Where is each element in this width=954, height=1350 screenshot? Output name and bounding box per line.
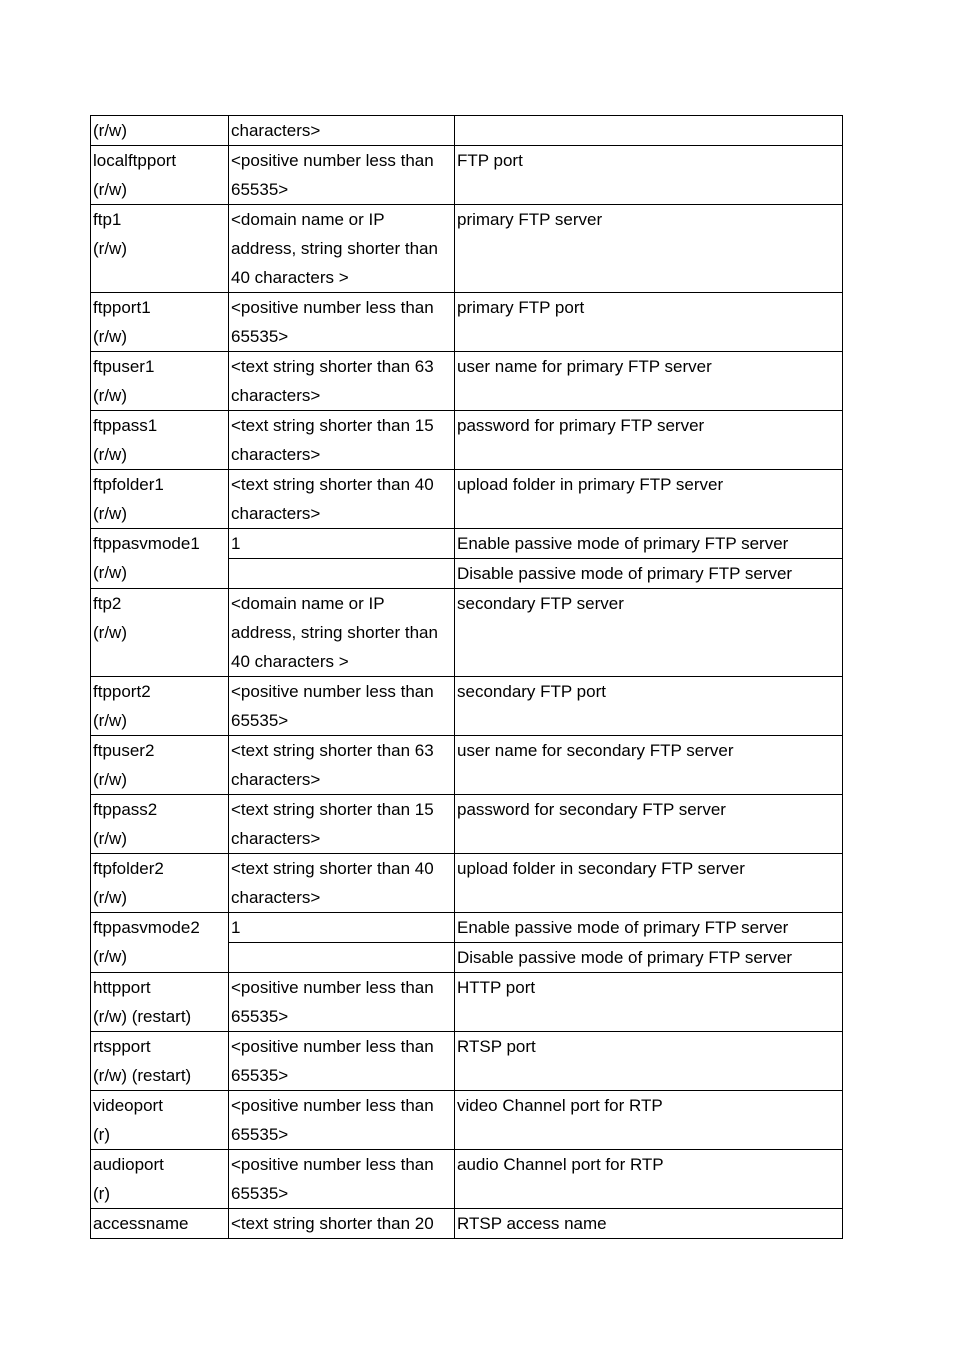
param-name-cell: httpport (r/w) (restart) — [91, 973, 229, 1032]
table-row — [91, 352, 843, 411]
param-description-cell: secondary FTP port — [455, 677, 843, 736]
param-name-cell: ftppasvmode2 (r/w) — [91, 913, 229, 973]
param-value-cell: <text string shorter than 20 — [229, 1209, 455, 1239]
param-name-cell: ftppasvmode1 (r/w) — [91, 529, 229, 589]
table-row — [91, 795, 843, 854]
param-description-cell: upload folder in secondary FTP server — [455, 854, 843, 913]
param-description-cell: RTSP port — [455, 1032, 843, 1091]
param-name-cell: ftpfolder1 (r/w) — [91, 470, 229, 529]
param-description-cell: primary FTP port — [455, 293, 843, 352]
param-value-cell: <text string shorter than 40 characters> — [229, 854, 455, 913]
param-value-cell: characters> — [229, 116, 455, 146]
param-value-cell — [229, 943, 455, 973]
table-row — [91, 973, 843, 1032]
param-description-cell: upload folder in primary FTP server — [455, 470, 843, 529]
param-name-cell: ftpuser1 (r/w) — [91, 352, 229, 411]
param-description-cell: primary FTP server — [455, 205, 843, 293]
param-value-cell: <text string shorter than 63 characters> — [229, 736, 455, 795]
param-description-cell: audio Channel port for RTP — [455, 1150, 843, 1209]
table-row — [91, 1150, 843, 1209]
param-description-cell: user name for primary FTP server — [455, 352, 843, 411]
param-name-cell: ftpport2 (r/w) — [91, 677, 229, 736]
param-name-cell: accessname — [91, 1209, 229, 1239]
param-value-cell: <domain name or IP address, string shorter than 40 characters > — [229, 589, 455, 677]
table-row — [91, 411, 843, 470]
param-name-cell: ftp2 (r/w) — [91, 589, 229, 677]
param-name-cell: ftppass2 (r/w) — [91, 795, 229, 854]
param-value-cell — [229, 559, 455, 589]
param-value-cell: <positive number less than 65535> — [229, 1032, 455, 1091]
param-description-cell: FTP port — [455, 146, 843, 205]
param-value-cell: <positive number less than 65535> — [229, 677, 455, 736]
param-description-cell: password for secondary FTP server — [455, 795, 843, 854]
param-description-cell: Disable passive mode of primary FTP server — [455, 943, 843, 973]
table-row — [91, 736, 843, 795]
parameter-table — [90, 115, 843, 1239]
table-row — [91, 1091, 843, 1150]
table-row — [91, 205, 843, 293]
param-value-cell: <positive number less than 65535> — [229, 973, 455, 1032]
param-description-cell: password for primary FTP server — [455, 411, 843, 470]
param-description-cell: secondary FTP server — [455, 589, 843, 677]
param-name-cell: ftp1 (r/w) — [91, 205, 229, 293]
param-name-cell: audioport (r) — [91, 1150, 229, 1209]
param-value-cell: <text string shorter than 40 characters> — [229, 470, 455, 529]
table-row — [91, 470, 843, 529]
param-value-cell: <text string shorter than 15 characters> — [229, 795, 455, 854]
param-value-cell: 1 — [229, 913, 455, 943]
param-value-cell: <text string shorter than 15 characters> — [229, 411, 455, 470]
param-name-cell: localftpport (r/w) — [91, 146, 229, 205]
param-value-cell: <positive number less than 65535> — [229, 293, 455, 352]
param-value-cell: <positive number less than 65535> — [229, 1091, 455, 1150]
table-row — [91, 589, 843, 677]
param-value-cell: <text string shorter than 63 characters> — [229, 352, 455, 411]
param-name-cell: ftppass1 (r/w) — [91, 411, 229, 470]
param-name-cell: ftpfolder2 (r/w) — [91, 854, 229, 913]
param-value-cell: <positive number less than 65535> — [229, 1150, 455, 1209]
param-description-cell: RTSP access name — [455, 1209, 843, 1239]
param-name-cell: rtspport (r/w) (restart) — [91, 1032, 229, 1091]
table-row — [91, 1209, 843, 1239]
param-value-cell: 1 — [229, 529, 455, 559]
param-description-cell: Enable passive mode of primary FTP server — [455, 913, 843, 943]
table-row — [91, 293, 843, 352]
table-row — [91, 116, 843, 146]
param-description-cell: Enable passive mode of primary FTP server — [455, 529, 843, 559]
param-description-cell — [455, 116, 843, 146]
param-description-cell: user name for secondary FTP server — [455, 736, 843, 795]
table-row — [91, 529, 843, 559]
param-value-cell: <domain name or IP address, string shorter than 40 characters > — [229, 205, 455, 293]
param-description-cell: video Channel port for RTP — [455, 1091, 843, 1150]
param-description-cell: Disable passive mode of primary FTP server — [455, 559, 843, 589]
param-name-cell: ftpport1 (r/w) — [91, 293, 229, 352]
table-row — [91, 1032, 843, 1091]
param-name-cell: ftpuser2 (r/w) — [91, 736, 229, 795]
param-description-cell: HTTP port — [455, 973, 843, 1032]
param-name-cell: (r/w) — [91, 116, 229, 146]
param-value-cell: <positive number less than 65535> — [229, 146, 455, 205]
table-row — [91, 854, 843, 913]
parameter-table-body — [91, 116, 843, 1239]
table-row — [91, 913, 843, 943]
table-row — [91, 146, 843, 205]
table-row — [91, 677, 843, 736]
param-name-cell: videoport (r) — [91, 1091, 229, 1150]
